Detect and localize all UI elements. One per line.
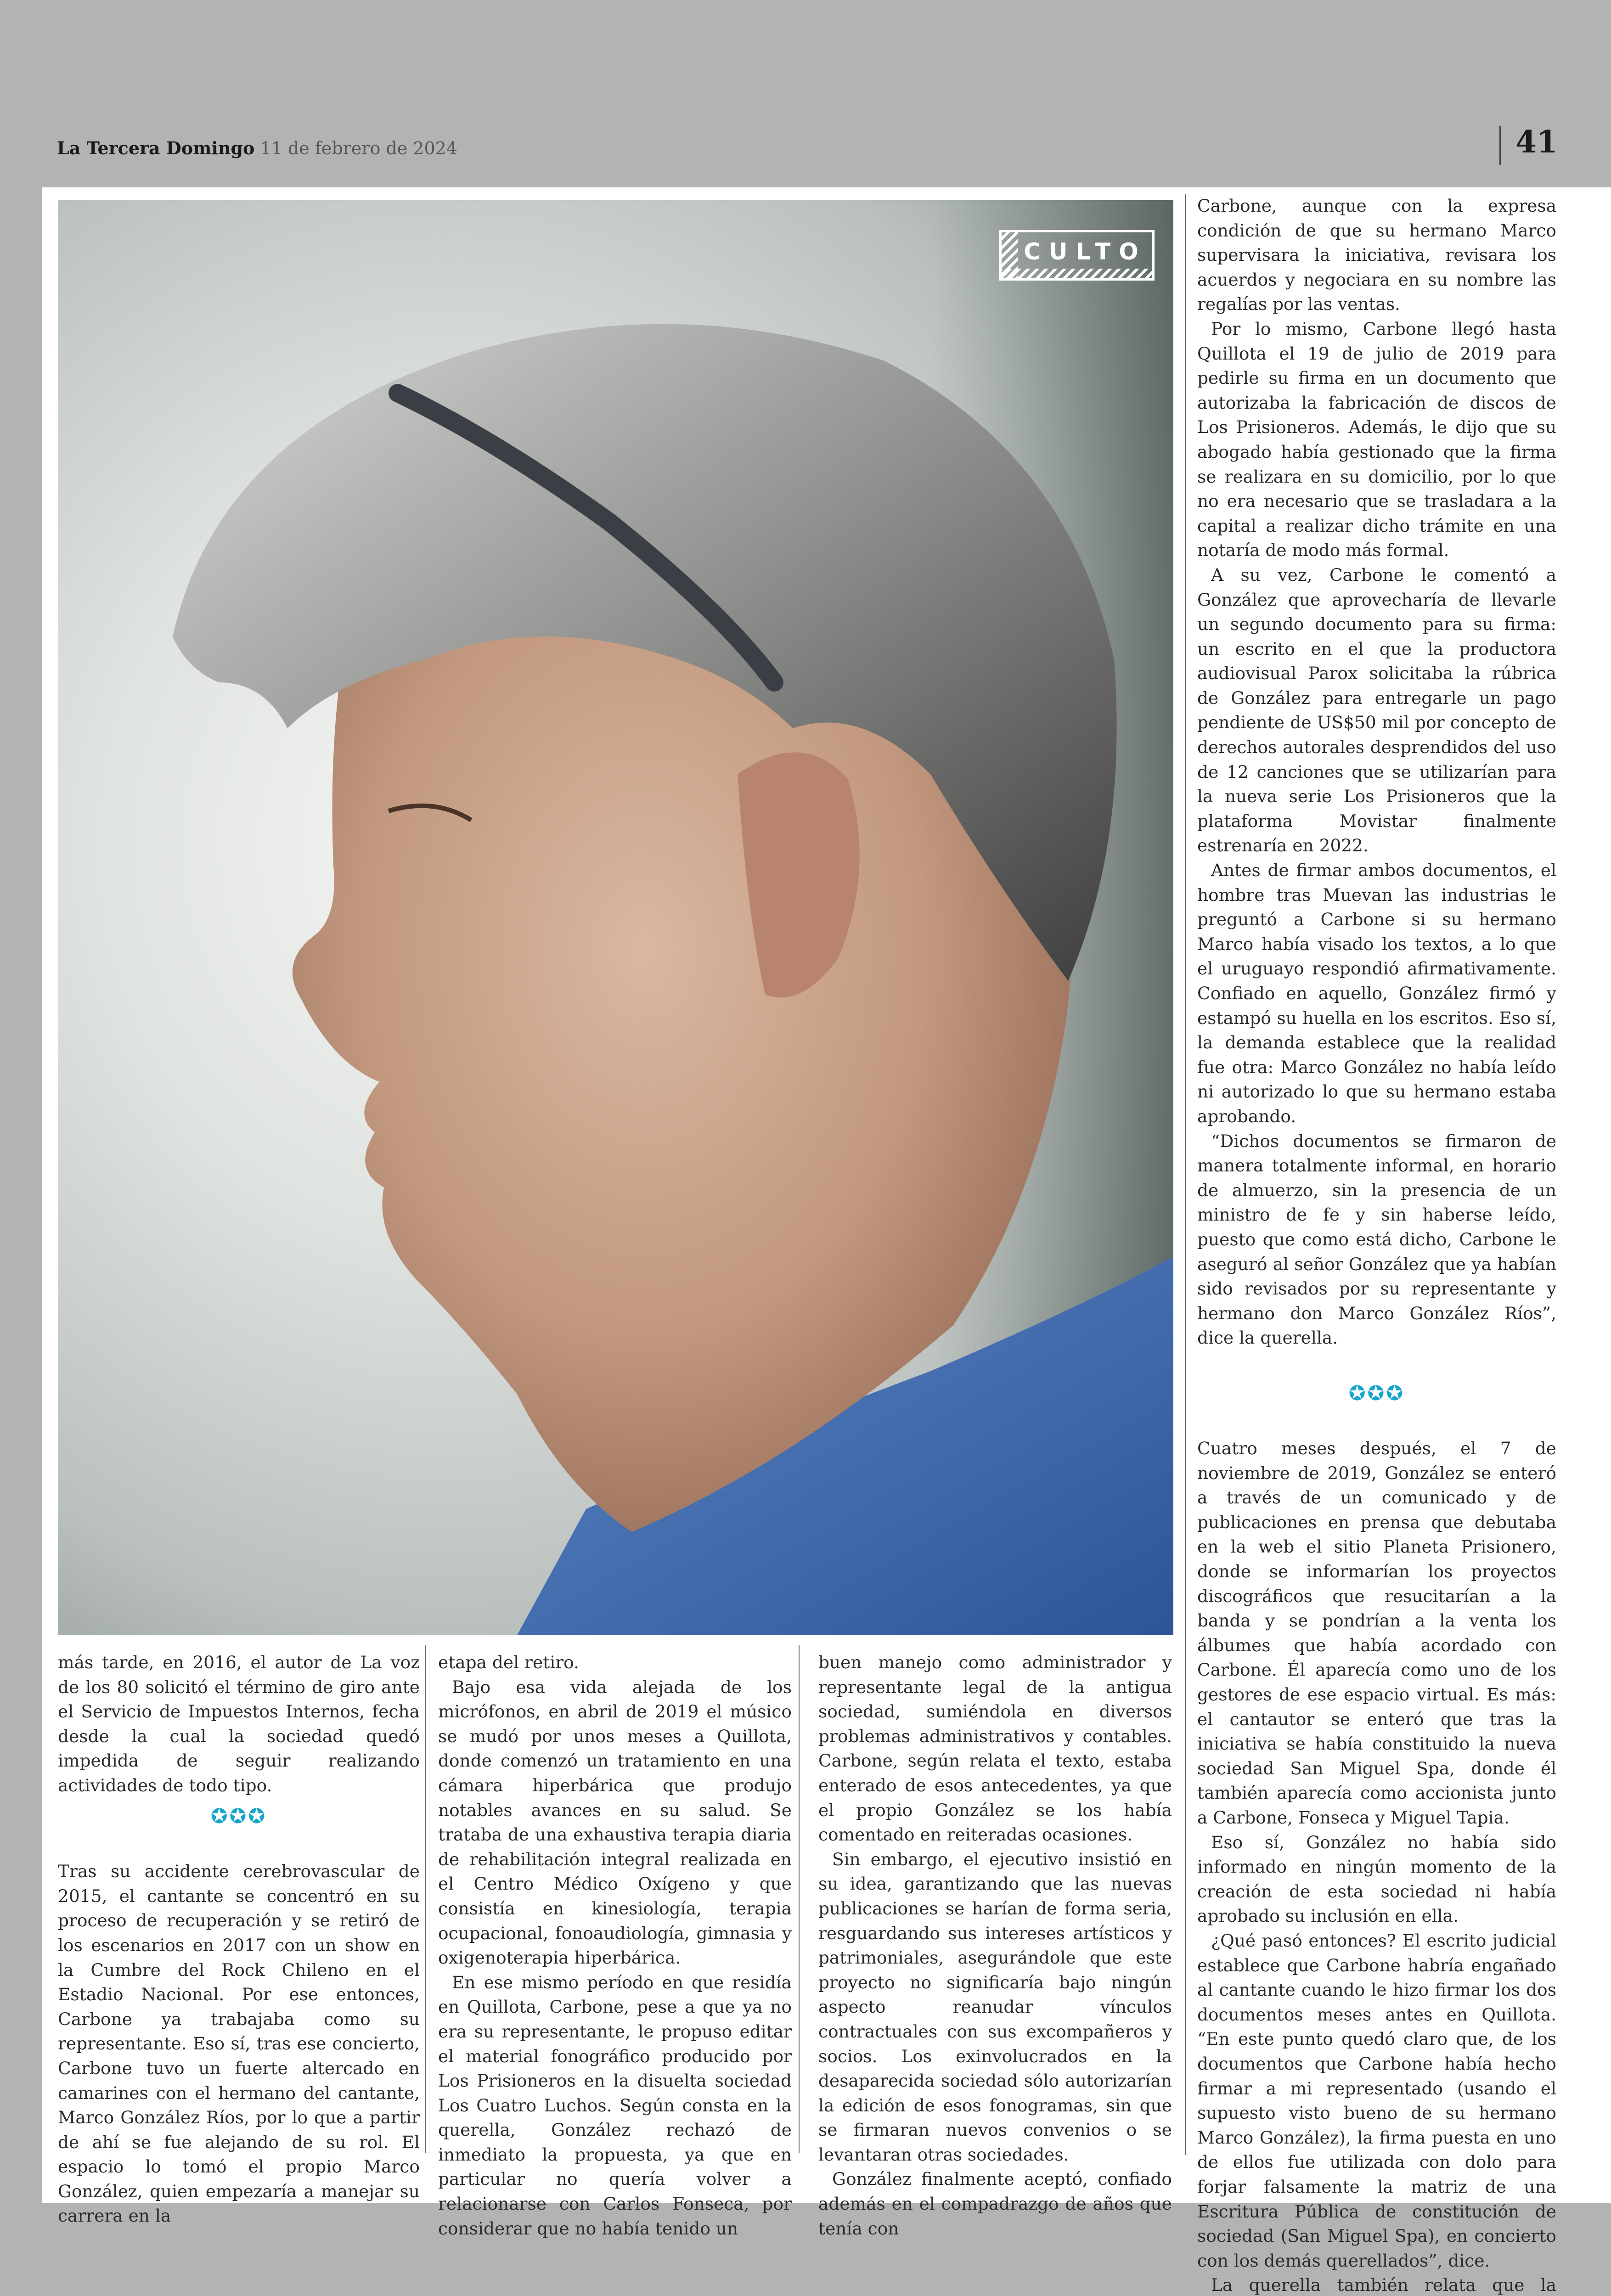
publication-name: La Tercera Domingo (57, 138, 255, 158)
article-paragraph: ¿Qué pasó entonces? El escrito judicial establece que Carbone habría engañado al cantante cuando le hizo firmar los dos documentos meses antes en Quillota. “En este punto quedó claro que, de los documentos que Carbone había hecho firmar a mi representado (usando el supuesto visto bueno de su hermano Marco González), la firma puesta en uno de ellos fue utilizada con dolo para forjar falsamente la matriz de una Escritura Pública de constitución de sociedad (San Miguel Spa), en concierto con los demás querellados”, dice. (1197, 1930, 1556, 2271)
article-paragraph: González finalmente aceptó, confiado además en el compadrazgo de años que tenía con (818, 2169, 1172, 2239)
article-paragraph: buen manejo como administrador y representante legal de la antigua sociedad, sumiéndola en diversos problemas administrativos y contables. Carbone, según relata el texto, estaba enterado de esos antecedentes, ya que el propio González se los había comentado en reiteradas ocasiones. (818, 1652, 1172, 1845)
article-page (42, 187, 1611, 2296)
article-paragraph: En ese mismo período en que residía en Quillota, Carbone, pese a que ya no era su representante, le propuso editar el material fonográfico producido por Los Prisioneros en la disuelta sociedad Los Cuatro Luchos. Según consta en la querella, González rechazó de inmediato la propuesta, ya que en particular no quería volver a relacionarse con Carlos Fonseca, por considerar que no había tenido un (438, 1972, 792, 2239)
article-paragraph: Tras su accidente cerebrovascular de 2015, el cantante se concentró en su proceso de recuperación y se retiró de los escenarios en 2017 con un show en la Cumbre del Rock Chileno en el Estadio Nacional. Por ese entonces, Carbone ya trabajaba como su representante. Eso sí, tras ese concierto, Carbone tuvo un fuerte altercado en camarines con el hermano del cantante, Marco González Ríos, por lo que a partir de ahí se fue alejando de su rol. El espacio lo tomó el propio Marco González, quien empezaría a manejar su carrera en la (58, 1861, 420, 2226)
section-separator: ✪✪✪ (1348, 1381, 1405, 1405)
column-rule-3 (1185, 194, 1186, 2155)
section-separator: ✪✪✪ (210, 1804, 267, 1828)
article-column-1 (58, 1650, 420, 2228)
article-paragraph: Antes de firmar ambos documentos, el hombre tras Muevan las industrias le preguntó a Carbone si su hermano Marco había visado los textos, a lo que el uruguayo respondió afirmativamente. Confiado en aquello, González firmó y estampó su huella en los escritos. Eso sí, la demanda establece que la realidad fue otra: Marco González no había leído ni autorizado lo que su hermano estaba aprobando. (1197, 860, 1556, 1126)
page-header (0, 0, 1611, 184)
article-paragraph: Bajo esa vida alejada de los micrófonos, en abril de 2019 el músico se mudó por unos meses a Quillota, donde comenzó un tratamiento en una cámara hiperbárica que produjo notables avances en su salud. Se trataba de una exhaustiva terapia diaria de rehabilitación integral realizada en el Centro Médico Oxígeno y que consistía en kinesiología, terapia ocupacional, fonoaudiología, gimnasia y oxigenoterapia hiperbárica. (438, 1677, 792, 1968)
article-paragraph: etapa del retiro. (438, 1652, 579, 1672)
article-paragraph: Eso sí, González no había sido informado en ningún momento de la creación de esta sociedad ni había aprobado su inclusión en ella. (1197, 1832, 1556, 1926)
culto-badge-label: CULTO (1024, 238, 1147, 265)
culto-badge-underline (999, 269, 1155, 281)
page-number: 41 (1515, 124, 1558, 160)
article-paragraph: La querella también relata que la (1211, 2275, 1556, 2296)
article-column-4 (1197, 194, 1556, 2296)
header-divider (1499, 126, 1501, 165)
article-paragraph: A su vez, Carbone le comentó a González que aprovecharía de llevarle un segundo documento para su firma: un escrito en el que la productora audiovisual Parox solicitaba la rúbrica de González para entregarle un pago pendiente de US$50 mil por concepto de derechos autorales desprendidos del uso de 12 canciones que se utilizarían para la nueva serie Los Prisioneros que la plataforma Movistar finalmente estrenaría en 2022. (1197, 564, 1556, 856)
article-paragraph: “Dichos documentos se firmaron de manera totalmente informal, en horario de almuerzo, sin la presencia de un ministro de fe y sin haberse leído, puesto que como está dicho, Carbone le aseguró al señor González que ya habían sido revisados por su representante y hermano don Marco González Ríos”, dice la querella. (1197, 1131, 1556, 1348)
article-column-3 (818, 1650, 1172, 2241)
portrait-photo (58, 200, 1173, 1635)
article-column-2 (438, 1650, 792, 2241)
article-paragraph: Carbone, aunque con la expresa condición de que su hermano Marco supervisara la iniciativa, revisara los acuerdos y negociara en su nombre las regalías por las ventas. (1197, 196, 1556, 315)
article-paragraph: Cuatro meses después, el 7 de noviembre de 2019, González se enteró a través de un comunicado y de publicaciones en prensa que debutaba en la web el sitio Planeta Prisionero, donde se informarían los proyectos discográficos que resucitarían a la banda y se pondrían a la venta los álbumes que había acordado con Carbone. Él aparecía como uno de los gestores de ese espacio virtual. Es más: el cantautor se enteró que tras la iniciativa se había constituido la nueva sociedad San Miguel Spa, donde él también aparecía como accionista junto a Carbone, Fonseca y Miguel Tapia. (1197, 1438, 1556, 1828)
portrait-illustration (58, 200, 1173, 1635)
article-paragraph: Sin embargo, el ejecutivo insistió en su idea, garantizando que las nuevas publicaciones se harían de forma seria, resguardando sus intereses artísticos y patrimoniales, asegurándole que este proyecto no significaría bajo ningún aspecto reanudar vínculos contractuales con sus excompañeros y socios. Los exinvolucrados en la desaparecida sociedad sólo autorizarían la edición de esos fonogramas, sin que se firmaran nuevos convenios o se levantaran otras sociedades. (818, 1849, 1172, 2165)
article-paragraph: Por lo mismo, Carbone llegó hasta Quillota el 19 de julio de 2019 para pedirle su firma en un documento que autorizaba la fabricación de discos de Los Prisioneros. Además, le dijo que su abogado había gestionado que la firma se realizara en su domicilio, por lo que no era necesario que se trasladara a la capital a realizar dicho trámite en una notaría de modo más formal. (1197, 318, 1556, 561)
article-paragraph: más tarde, en 2016, el autor de La voz de los 80 solicitó el término de giro ante el Servicio de Impuestos Internos, fecha desde la cual la sociedad quedó impedida de seguir realizando actividades de todo tipo. (58, 1652, 420, 1795)
column-rule-2 (799, 1645, 800, 2153)
column-rule-1 (425, 1645, 426, 2153)
culto-badge (999, 230, 1155, 283)
publication-date: 11 de febrero de 2024 (260, 138, 458, 158)
header-masthead (57, 138, 457, 158)
